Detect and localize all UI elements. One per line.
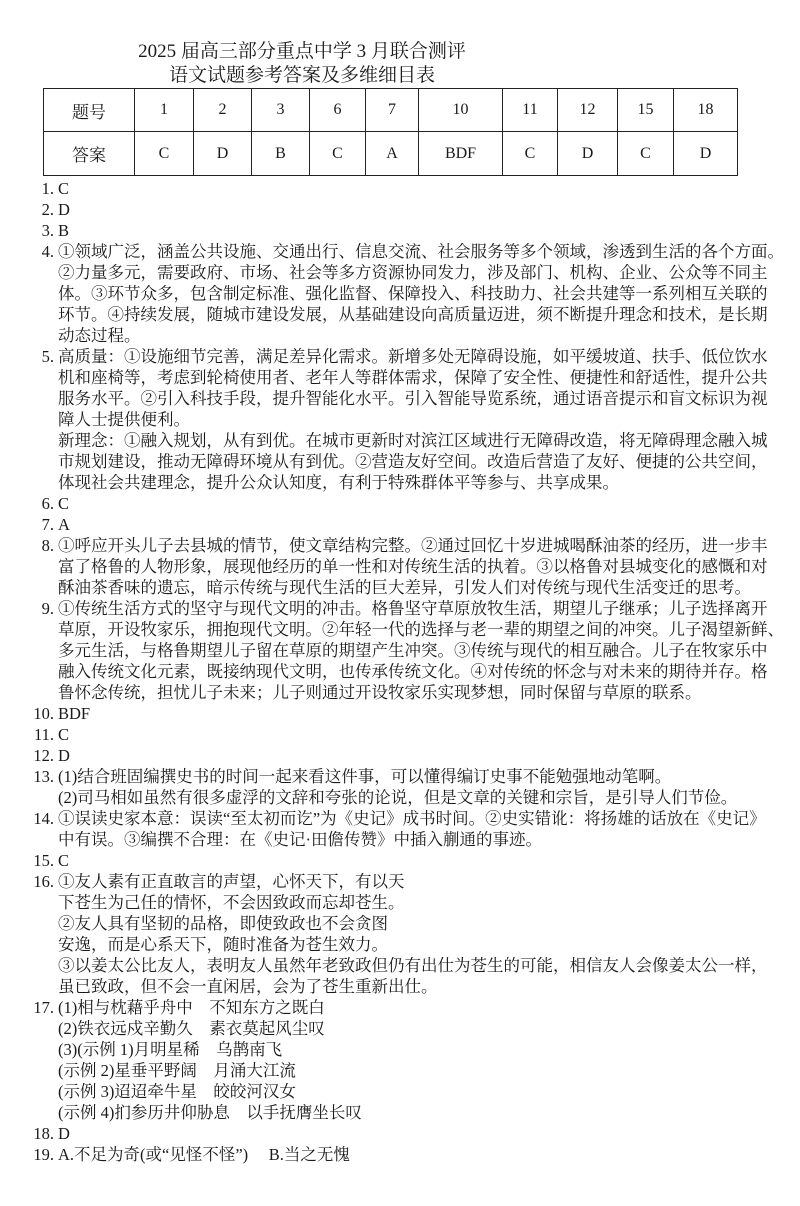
- question-number-cell: 2: [194, 89, 252, 132]
- answer-item: [0, 241, 800, 346]
- item-number: 10.: [33, 704, 54, 723]
- item-content: [58, 514, 800, 535]
- answer-line: 障人士提供便利。: [58, 410, 190, 429]
- answer-line: ①传统生活方式的坚守与现代文明的冲击。格鲁坚守草原放牧生活，期望儿子继承；儿子选择离开: [58, 599, 768, 618]
- question-number-cell: 12: [558, 89, 618, 132]
- answer-line: 草原，开设牧家乐，拥抱现代文明。②年轻一代的选择与老一辈的期望之间的冲突。儿子渴望新鲜、: [58, 620, 784, 639]
- item-number: 1.: [41, 179, 54, 198]
- answer-item: [0, 346, 800, 493]
- answer-item: [0, 1123, 800, 1144]
- answer-line: 安逸，而是心系天下，随时准备为苍生效力。: [58, 935, 388, 954]
- answer-line: 环节。④持续发展，随城市建设发展，从基础建设向高质量迈进，须不断提升理念和技术，是长期: [58, 305, 768, 324]
- item-number: 13.: [33, 767, 54, 786]
- document-title: 2025 届高三部分重点中学 3 月联合测评: [138, 41, 466, 62]
- item-content: [58, 178, 800, 199]
- table-header-question-number: 题号: [44, 89, 135, 132]
- answer-item: [0, 808, 800, 850]
- item-number: 19.: [33, 1145, 54, 1164]
- question-number-cell: 10: [419, 89, 503, 132]
- answer-line: 融入传统文化元素，既接纳现代文明，也传承传统文化。④对传统的怀念与对未来的期待并存。格: [58, 662, 768, 681]
- question-number-cell: 3: [252, 89, 310, 132]
- item-content: [58, 745, 800, 766]
- answer-line: B: [58, 221, 70, 240]
- item-number: 15.: [33, 851, 54, 870]
- item-content: [58, 535, 800, 598]
- item-number: 5.: [41, 347, 54, 366]
- answer-line: 体。③环节众多，包含制定标准、强化监督、保障投入、科技助力、社会共建等一系列相互关联的: [58, 284, 768, 303]
- document-subtitle: 语文试题参考答案及多维细目表: [168, 65, 435, 86]
- answer-line: BDF: [58, 704, 91, 723]
- answer-cell: BDF: [419, 132, 503, 176]
- answer-item: [0, 199, 800, 220]
- question-number-row: [44, 89, 738, 132]
- answer-cell: D: [558, 132, 618, 176]
- answer-line: A: [58, 515, 70, 534]
- answer-line: 体现社会共建理念，提升公众认知度，有利于特殊群体平等参与、共享成果。: [58, 473, 619, 492]
- answer-line: D: [58, 1124, 70, 1143]
- answer-item: [0, 850, 800, 871]
- answer-line: ②友人具有坚韧的品格，即使致政也不会贪图: [58, 914, 388, 933]
- answer-line: ③以姜太公比友人，表明友人虽然年老致政但仍有出仕为苍生的可能，相信友人会像姜太公一样，: [58, 956, 768, 975]
- answer-line: D: [58, 200, 70, 219]
- item-number: 4.: [41, 242, 54, 261]
- answer-line: 中有误。③编撰不合理：在《史记·田儋传赞》中插入蒯通的事迹。: [58, 830, 542, 849]
- answer-line: 机和座椅等，考虑到轮椅使用者、老年人等群体需求，保障了安全性、便捷性和舒适性，提升公共: [58, 368, 768, 387]
- answer-item: [0, 997, 800, 1123]
- item-number: 12.: [33, 746, 54, 765]
- item-content: [58, 703, 800, 724]
- answer-cell: C: [310, 132, 366, 176]
- item-number: 6.: [41, 494, 54, 513]
- answer-line: ②力量多元，需要政府、市场、社会等多方资源协同发力，涉及部门、机构、企业、公众等不同主: [58, 263, 768, 282]
- answer-line: (2)司马相如虽然有很多虚浮的文辞和夸张的论说，但是文章的关键和宗旨，是引导人们节俭。: [58, 788, 738, 807]
- answer-line: (示例 4)扪参历井仰胁息 以手抚膺坐长叹: [58, 1103, 362, 1122]
- answer-item: [0, 871, 800, 997]
- item-content: [58, 808, 800, 850]
- answer-item: [0, 598, 800, 703]
- answer-list: [0, 178, 800, 1165]
- answer-item: [0, 745, 800, 766]
- item-number: 2.: [41, 200, 54, 219]
- question-number-cell: 7: [366, 89, 419, 132]
- item-number: 16.: [33, 872, 54, 891]
- answer-line: C: [58, 725, 70, 744]
- item-number: 8.: [41, 536, 54, 555]
- item-number: 9.: [41, 599, 54, 618]
- answer-cell: C: [503, 132, 558, 176]
- item-content: [58, 241, 800, 346]
- item-number: 17.: [33, 998, 54, 1017]
- answer-line: D: [58, 746, 70, 765]
- answer-line: A.不足为奇(或“见怪不怪”) B.当之无愧: [58, 1145, 350, 1164]
- answer-item: [0, 1144, 800, 1165]
- item-content: [58, 598, 800, 703]
- answer-line: 多元生活，与格鲁期望儿子留在草原的期望产生冲突。③传统与现代的相互融合。儿子在牧家乐中: [58, 641, 768, 660]
- answer-item: [0, 703, 800, 724]
- table-header-answer: 答案: [44, 132, 135, 176]
- answer-key-table: [43, 88, 738, 176]
- answer-line: 高质量：①设施细节完善，满足差异化需求。新增多处无障碍设施，如平缓坡道、扶手、低位饮水: [58, 347, 768, 366]
- answer-line: 下苍生为己任的情怀，不会因致政而忘却苍生。: [58, 893, 405, 912]
- answer-cell: A: [366, 132, 419, 176]
- question-number-cell: 15: [618, 89, 674, 132]
- answer-line: C: [58, 494, 70, 513]
- answer-cell: C: [135, 132, 194, 176]
- answer-line: (示例 3)迢迢牵牛星 皎皎河汉女: [58, 1082, 296, 1101]
- answer-line: C: [58, 851, 70, 870]
- title-block: [0, 40, 604, 88]
- answer-line: 富了格鲁的人物形象，展现他经历的单一性和对传统生活的执着。③以格鲁对县城变化的感慨和对: [58, 557, 768, 576]
- item-number: 18.: [33, 1124, 54, 1143]
- item-content: [58, 1123, 800, 1144]
- answer-line: 鲁怀念传统，担忧儿子未来；儿子则通过开设牧家乐实现梦想，同时保留与草原的联系。: [58, 683, 702, 702]
- item-content: [58, 997, 800, 1123]
- answer-line: ①误读史家本意：误读“至太初而讫”为《史记》成书时间。②史实错讹：将扬雄的话放在《史记》: [58, 809, 766, 828]
- answer-item: [0, 493, 800, 514]
- item-content: [58, 1144, 800, 1165]
- answer-line: 服务水平。②引入科技手段，提升智能化水平。引入智能导览系统，通过语音提示和盲文标识为视: [58, 389, 768, 408]
- item-number: 7.: [41, 515, 54, 534]
- answer-line: (1)相与枕藉乎舟中 不知东方之既白: [58, 998, 325, 1017]
- answer-line: 虽已致政，但不会一直闲居，会为了苍生重新出仕。: [58, 977, 438, 996]
- answer-line: (1)结合班固编撰史书的时间一起来看这件事，可以懂得编订史事不能勉强地动笔啊。: [58, 767, 672, 786]
- answer-cell: C: [618, 132, 674, 176]
- answer-item: [0, 766, 800, 808]
- answer-line: (3)(示例 1)月明星稀 乌鹊南飞: [58, 1040, 283, 1059]
- answer-item: [0, 514, 800, 535]
- answer-cell: D: [194, 132, 252, 176]
- item-content: [58, 199, 800, 220]
- answer-line: ①呼应开头儿子去县城的情节，使文章结构完整。②通过回忆十岁进城喝酥油茶的经历，进一步丰: [58, 536, 768, 555]
- answer-line: ①领域广泛，涵盖公共设施、交通出行、信息交流、社会服务等多个领域，渗透到生活的各个方面。: [58, 242, 784, 261]
- question-number-cell: 6: [310, 89, 366, 132]
- answer-cell: D: [674, 132, 738, 176]
- item-number: 3.: [41, 221, 54, 240]
- item-content: [58, 850, 800, 871]
- answer-line: (2)铁衣远戍辛勤久 素衣莫起风尘叹: [58, 1019, 325, 1038]
- item-number: 14.: [33, 809, 54, 828]
- item-content: [58, 493, 800, 514]
- answer-line: 动态过程。: [58, 326, 141, 345]
- item-number: 11.: [33, 725, 54, 744]
- item-content: [58, 724, 800, 745]
- answer-item: [0, 724, 800, 745]
- answer-line: 市规划建设，推动无障碍环境从有到优。②营造友好空间。改造后营造了友好、便捷的公共空间，: [58, 452, 768, 471]
- item-content: [58, 766, 800, 808]
- item-content: [58, 220, 800, 241]
- answer-item: [0, 535, 800, 598]
- question-number-cell: 11: [503, 89, 558, 132]
- answer-item: [0, 220, 800, 241]
- answer-cell: B: [252, 132, 310, 176]
- answer-line: 新理念：①融入规划，从有到优。在城市更新时对滨江区域进行无障碍改造，将无障碍理念融入城: [58, 431, 768, 450]
- item-content: [58, 871, 800, 997]
- answer-item: [0, 178, 800, 199]
- answer-row: [44, 132, 738, 176]
- answer-line: (示例 2)星垂平野阔 月涌大江流: [58, 1061, 296, 1080]
- question-number-cell: 18: [674, 89, 738, 132]
- answer-line: C: [58, 179, 70, 198]
- item-content: [58, 346, 800, 493]
- answer-line: ①友人素有正直敢言的声望，心怀天下，有以天: [58, 872, 405, 891]
- answer-line: 酥油茶香味的遗忘，暗示传统与现代生活的巨大差异，引发人们对传统与现代生活变迁的思考。: [58, 578, 751, 597]
- question-number-cell: 1: [135, 89, 194, 132]
